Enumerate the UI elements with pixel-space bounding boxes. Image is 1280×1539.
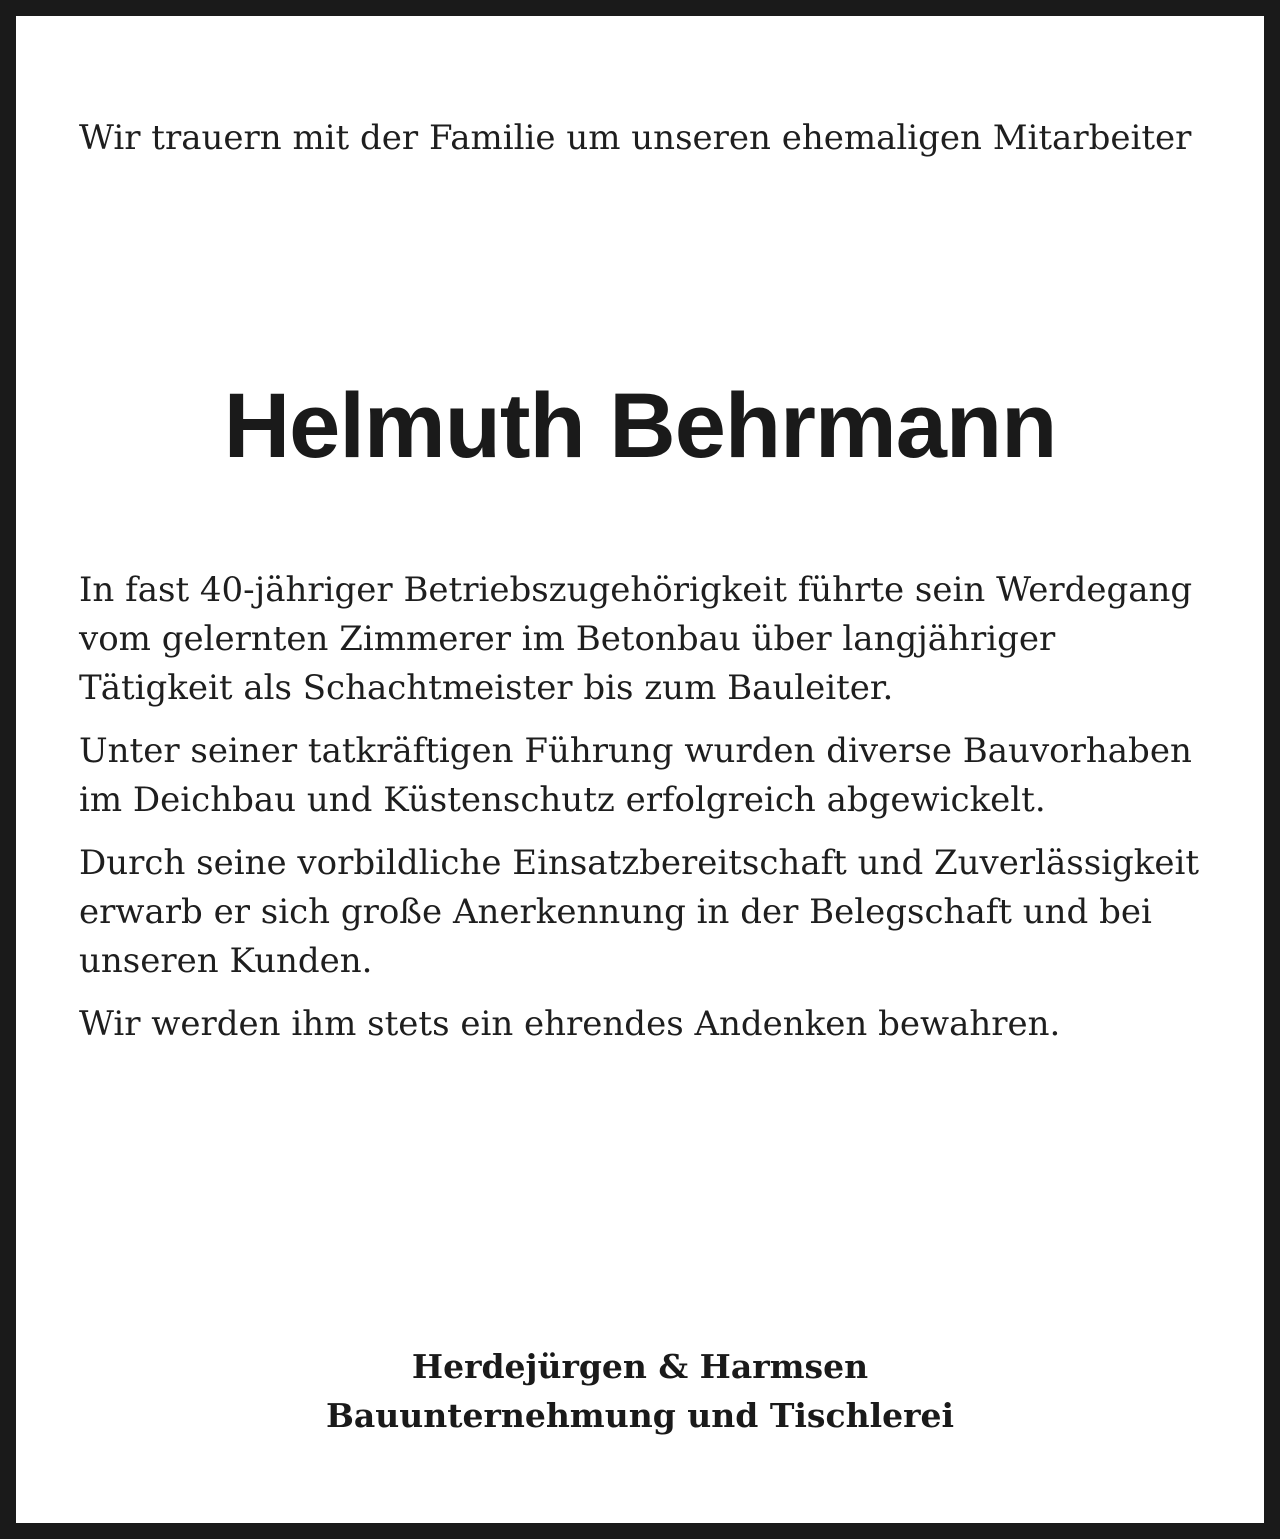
company-description: Bauunternehmung und Tischlerei [325,1396,955,1435]
company-name: Herdejürgen & Harmsen [411,1347,869,1386]
tribute-paragraph-career: In fast 40-jähriger Betriebszugehörigkeit führte sein Werdegang vom gelernten Zimmerer im Betonbau über langjähriger Tätigkeit als Schachtmeister bis zum Bauleiter. [79,570,1193,708]
intro-text: Wir trauern mit der Familie um unseren ehemaligen Mitarbeiter [79,118,1192,158]
tribute-body [79,566,1203,1063]
tribute-paragraph-leadership: Unter seiner tatkräftigen Führung wurden diverse Bauvorhaben im Deichbau und Küstenschutz erfolgreich abgewickelt. [79,731,1192,820]
tribute-paragraph-recognition: Durch seine vorbildliche Einsatzbereitschaft und Zuverlässigkeit erwarb er sich große Anerkennung in der Belegschaft und bei unseren Kunden. [79,843,1200,981]
signature-block [16,1342,1264,1440]
tribute-paragraph-remembrance: Wir werden ihm stets ein ehrendes Andenken bewahren. [79,1004,1061,1044]
deceased-name: Helmuth Behrmann [223,375,1057,477]
